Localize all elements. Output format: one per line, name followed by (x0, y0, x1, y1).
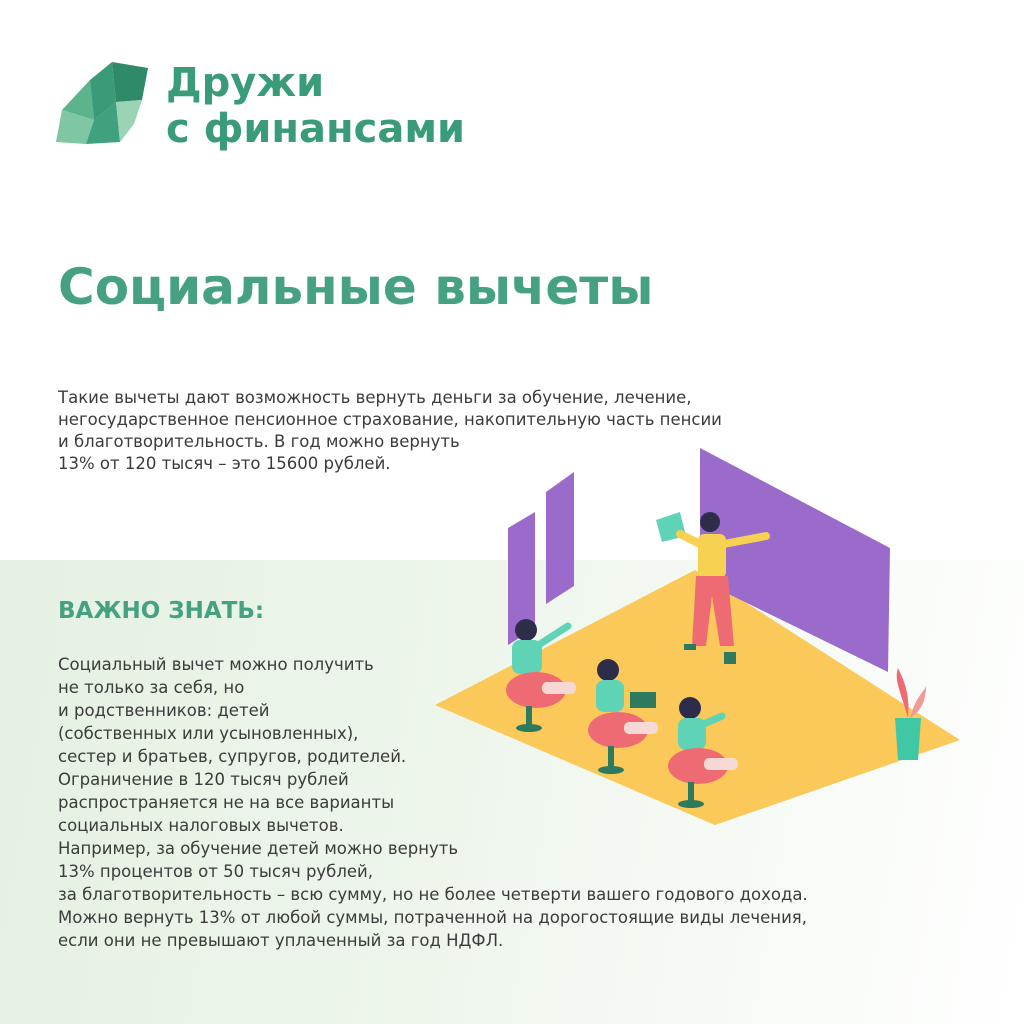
important-line: (собственных или усыновленных), (58, 724, 359, 743)
important-line: Ограничение в 120 тысяч рублей (58, 770, 349, 789)
important-line: сестер и братьев, супругов, родителей. (58, 747, 407, 766)
important-line: и родственников: детей (58, 701, 270, 720)
important-text (58, 653, 958, 952)
intro-line: негосударственное пенсионное страхование, накопительную часть пенсии (58, 410, 722, 429)
brand-name-line1: Дружи (166, 60, 325, 106)
important-line: Можно вернуть 13% от любой суммы, потраченной на дорогостоящие виды лечения, (58, 908, 807, 927)
important-title: ВАЖНО ЗНАТЬ: (58, 598, 265, 624)
brand-name (166, 60, 506, 152)
intro-line: и благотворительность. В год можно вернуть (58, 432, 460, 451)
page-title: Социальные вычеты (58, 258, 654, 316)
important-line: не только за себя, но (58, 678, 245, 697)
intro-line: 13% от 120 тысяч – это 15600 рублей. (58, 454, 391, 473)
important-line: Социальный вычет можно получить (58, 655, 374, 674)
important-line: 13% процентов от 50 тысяч рублей, (58, 862, 374, 881)
important-line: социальных налоговых вычетов. (58, 816, 344, 835)
important-line: распространяется не на все варианты (58, 793, 395, 812)
brand-name-line2: с финансами (166, 106, 466, 152)
important-line: за благотворительность – всю сумму, но не более четверти вашего годового дохода. (58, 885, 808, 904)
intro-line: Такие вычеты дают возможность вернуть деньги за обучение, лечение, (58, 388, 692, 407)
brand-logo-mark-icon (56, 62, 152, 146)
important-line: Например, за обучение детей можно вернуть (58, 839, 459, 858)
important-line: если они не превышают уплаченный за год НДФЛ. (58, 931, 504, 950)
